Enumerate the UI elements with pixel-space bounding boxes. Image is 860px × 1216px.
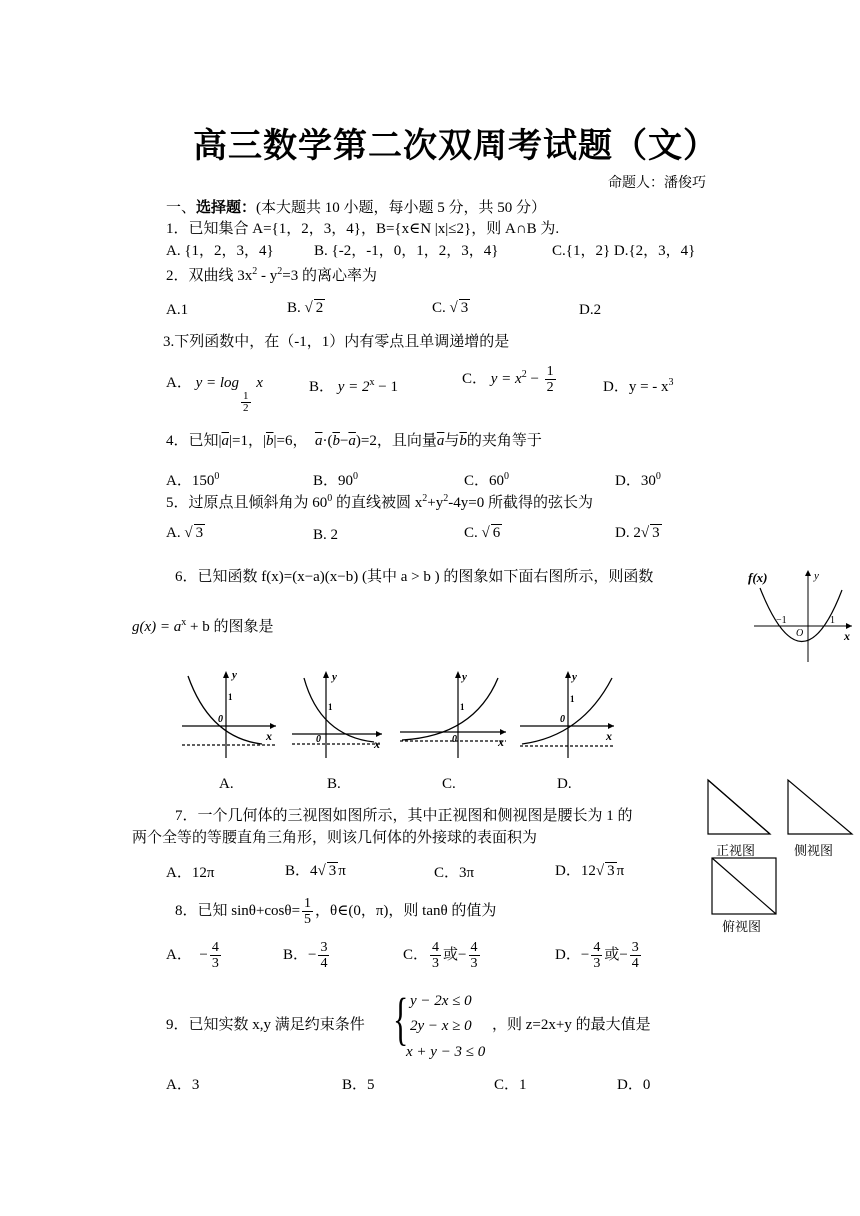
q8-pre: 8．已知 sinθ+cosθ= [175,902,301,919]
q8-option-d [555,940,643,971]
q6-graphs-svg [176,666,636,796]
q8-d-d2: 4 [631,956,639,971]
q7-top-label: 俯视图 [722,919,762,934]
q8-a-den: 3 [211,956,219,971]
q4-mid3: )=2，且向量 [355,433,437,449]
q8-a-pre: A． [166,946,192,963]
q4-vec-a4: $\overline{a}$ [436,433,445,449]
q8-d-n2: 3 [631,940,639,955]
q3-a-base-den: 2 [243,402,249,414]
q8-b-neg: − [308,946,317,963]
q4-d-text: D．30 [615,473,656,489]
q9-option-c: C．1 [494,1077,527,1093]
q2-stem-pre: 2．双曲线 3x [166,268,253,284]
q5-c-pre: C. [464,525,478,541]
q5-option-b: B. 2 [313,527,339,543]
q9-option-d: D．0 [617,1077,651,1093]
q3-c-sup: 2 [521,368,527,380]
q3-a-var: x [256,375,263,391]
q7-option-c: C．3π [434,865,475,881]
q2-option-b: B. √ 2 [287,300,324,316]
q5-option-d: D. 2√ 3 [615,525,660,541]
q4-mid2: |=6， [273,433,308,449]
q3-c-fn: y = x [490,370,522,387]
q4-stem [166,432,542,450]
q3-c-den: 2 [546,380,554,395]
q9-option-a: A．3 [166,1077,200,1093]
q8-d-or: 或 [604,946,620,963]
q8-frac [302,896,313,927]
q6-a-one: 1 [228,692,233,702]
q7-side-label: 侧视图 [794,843,834,858]
q7-d-post: π [616,863,625,879]
q8-b-frac [318,940,329,971]
q4-option-b [313,468,358,490]
page-title: 高三数学第二次双周考试题（文） [193,126,718,166]
q7-option-b: B．4√ 3 π [285,863,346,879]
q4-mid1: |=1，| [229,433,266,449]
q6-d-one: 1 [570,694,575,704]
q6-fx-m1: −1 [776,615,787,626]
q4-b-text: B．90 [313,473,354,489]
q6-b-o: 0 [316,734,321,745]
q3-option-a [166,374,263,414]
q6-graph-a [182,669,276,758]
q1-option-b: B. {-2，-1，0，1，2，3，4} [314,243,499,259]
q4-post: 的夹角等于 [466,433,542,449]
q9-stem-post: ，则 z=2x+y 的最大值是 [492,1017,651,1033]
q8-den: 5 [304,912,312,927]
q2-option-d: D.2 [579,302,602,318]
q8-option-b [283,940,331,971]
q7-b-post: π [338,863,346,879]
q6-fx-y: y [814,570,819,582]
q6-a-y: y [232,669,237,681]
q8-c-n1: 4 [432,940,440,955]
q4-a-deg: 0 [214,471,220,482]
q8-c-pre: C． [403,946,429,963]
q4-option-c [464,468,509,490]
q6-d-o: 0 [560,714,565,725]
q6-a-x: x [266,729,272,743]
q8-a-num: 4 [211,940,219,955]
q7-side-view [788,780,852,834]
q6-c-x: x [498,735,504,749]
q9-c1: y − 2x ≤ 0 [410,993,472,1009]
q1-option-cd: C.{1，2} D.{2，3，4} [552,243,696,259]
q8-d-frac1 [591,940,602,971]
q4-expr: ·( [322,433,333,449]
q5-deg: 0 [327,493,333,504]
q3-option-b [309,374,398,396]
q3-a-base [241,391,251,414]
q6-fx-yarrow [805,570,811,576]
q5-pre: 5．过原点且倾斜角为 60 [166,495,328,511]
q9-c2: 2y − x ≥ 0 [410,1018,472,1034]
q6-c-o: 0 [452,734,457,745]
q6-graph-c [400,671,506,758]
author-line: 命题人：潘俊巧 [608,176,706,191]
q2-option-c: C. √ 3 [432,300,469,316]
q6-b-one: 1 [328,702,333,712]
q6-label-a: A. [219,776,234,792]
q6-label-d: D. [557,776,572,792]
q6-fx-graph [746,566,856,666]
q8-c-or: 或 [443,946,459,963]
q6-d-x: x [606,729,612,743]
q8-option-c [403,940,482,971]
q9-c3: x + y − 3 ≤ 0 [406,1044,486,1060]
q4-vec-a2: $\overline{a}$ [314,433,323,449]
q8-d-neg1: − [580,946,590,963]
q2-c-pre: C. [432,300,446,316]
q5-mid2: +y [427,495,444,511]
q8-b-num: 3 [320,940,328,955]
q6-gsup: x [181,617,187,628]
q2-c-rad: 3 [460,300,469,316]
q4-pre: 4．已知| [166,433,222,449]
q6-d-y: y [572,671,577,683]
q3-b-post: − 1 [374,379,399,395]
q8-num: 1 [304,896,312,911]
q8-c-neg: − [458,946,467,963]
q8-option-a [166,940,223,971]
q8-d-frac2 [630,940,641,971]
section-desc: (本大题共 10 小题，每小题 5 分，共 50 分） [256,200,547,216]
q5-d-rad: 3 [652,525,660,541]
q9-option-b: B．5 [342,1077,375,1093]
q8-b-den: 4 [320,956,328,971]
q7-top-view [712,858,776,914]
q8-d-pre: D． [555,946,581,963]
q5-s1: 2 [422,493,428,504]
q6-graph-d [520,671,614,758]
q6-c-one: 1 [460,702,465,712]
q5-d-pre: D. 2 [615,525,641,541]
q6-label-c: C. [442,776,456,792]
q4-vec-a1: $\overline{a}$ [221,433,230,449]
q4-d-deg: 0 [655,471,661,482]
q8-d-n1: 4 [593,940,601,955]
q6-graphs [176,666,636,801]
q8-d-d1: 3 [593,956,601,971]
q2-stem-post: =3 的离心率为 [282,268,377,284]
q8-c-n2: 4 [470,940,478,955]
q6-label-b: B. [327,776,341,792]
q4-expr2: − [339,433,349,449]
q3-a-base-num: 1 [243,390,249,402]
q5-a-rad: 3 [195,525,204,541]
section-header [166,199,546,217]
q7-line2: 两个全等的等腰直角三角形，则该几何体的外接球的表面积为 [132,830,538,846]
q9-brace: { [393,986,409,1051]
q1-option-a: A. {1，2，3，4} [166,243,274,259]
q8-c-frac1 [430,940,441,971]
q4-c-deg: 0 [504,471,510,482]
q4-b-deg: 0 [353,471,359,482]
q8-c-frac2 [469,940,480,971]
q3-c-pre: C． [462,370,488,387]
q5-option-c: C. √ 6 [464,525,501,541]
q8-c-d2: 3 [470,956,478,971]
q5-stem [166,490,593,512]
q8-stem [175,896,496,927]
q3-a-fn: y = log [195,375,240,391]
q2-b-pre: B. [287,300,301,316]
q7-front-label: 正视图 [716,843,756,858]
q4-mid4: 与 [444,433,460,449]
q3-b-sup: x [369,377,375,388]
q6-stem-line2 [132,614,274,636]
q3-d-sup: 3 [668,377,674,388]
q4-vec-b2: $\overline{b}$ [332,433,340,449]
q8-post: ，θ∈(0，π)，则 tanθ 的值为 [315,902,497,919]
q6-b-x: x [374,737,380,751]
q7-three-views [700,774,858,940]
q3-c-frac [545,364,556,395]
q2-b-rad: 2 [315,300,324,316]
q7-d-rad: 3 [607,863,615,879]
q6-a-o: 0 [218,714,223,725]
q4-option-a [166,468,219,490]
q8-b-pre: B． [283,946,309,963]
q9-stem-pre: 9．已知实数 x,y 满足约束条件 [166,1017,365,1033]
q5-option-a: A. √ 3 [166,525,204,541]
q4-vec-b1: $\overline{b}$ [265,433,274,449]
section-label: 选择题： [196,200,257,216]
q6-stem: 6．已知函数 f(x)=(x−a)(x−b) (其中 a > b ) 的图象如下面右图所示，则函数 [175,569,654,585]
q7-b-pre: B．4 [285,863,318,879]
q5-c-rad: 6 [492,525,501,541]
q6-fx-1: 1 [830,615,835,626]
q3-option-d [603,374,674,396]
q4-c-text: C．60 [464,473,505,489]
q2-stem [166,263,377,285]
section-prefix: 一、 [166,200,197,216]
q7-option-a: A．12π [166,865,215,881]
q5-mid: 的直线被圆 x [332,495,423,511]
q9-constraint-1 [410,992,472,1010]
q8-c-d1: 3 [432,956,440,971]
q6-gfn: g(x) = a [132,619,182,635]
q4-option-d [615,468,661,490]
q9-constraint-3 [406,1043,485,1061]
q2-sup2: 2 [277,266,283,277]
q8-d-neg2: − [619,946,628,963]
q3-b-fn: y = 2 [337,379,370,395]
q8-a-neg: − [199,946,208,963]
q7-line1: 7．一个几何体的三视图如图所示，其中正视图和侧视图是腰长为 1 的 [175,808,633,824]
q6-gpost: + b 的图象是 [186,619,274,635]
q3-a-pre: A． [166,375,192,391]
q4-a-text: A．150 [166,473,215,489]
q3-option-c [462,364,558,395]
q8-a-frac [210,940,221,971]
q3-c-minus: − [526,370,543,387]
q3-b-pre: B． [309,379,335,395]
q4-vec-b3: $\overline{b}$ [459,433,467,449]
q5-s2: 2 [443,493,449,504]
q6-b-y: y [332,671,337,683]
q1-stem: 1．已知集合 A={1，2，3，4}，B={x∈N |x|≤2}，则 A∩B 为. [166,221,560,237]
q6-c-y: y [462,671,467,683]
q2-stem-mid: - y [257,268,278,284]
q5-a-pre: A. [166,525,181,541]
q6-fx-x: x [844,629,850,643]
q6-graph-b [292,671,382,758]
q5-post: -4y=0 所截得的弦长为 [448,495,593,511]
q3-d-text: D．y = - x [603,379,669,395]
q2-option-a: A.1 [166,302,189,318]
q7-front-view [708,780,770,834]
q4-vec-a3: $\overline{a}$ [348,433,356,449]
q6-fx-o: O [796,628,804,639]
q7-option-d: D．12√ 3 π [555,863,625,879]
q6-fx-label: f(x) [748,570,768,585]
q3-c-num: 1 [546,364,554,379]
q7-b-rad: 3 [328,863,337,879]
q3-stem: 3.下列函数中，在（-1，1）内有零点且单调递增的是 [163,334,510,350]
q7-d-pre: D．12 [555,863,596,879]
q9-constraint-2 [410,1017,472,1035]
q2-sup1: 2 [252,266,258,277]
